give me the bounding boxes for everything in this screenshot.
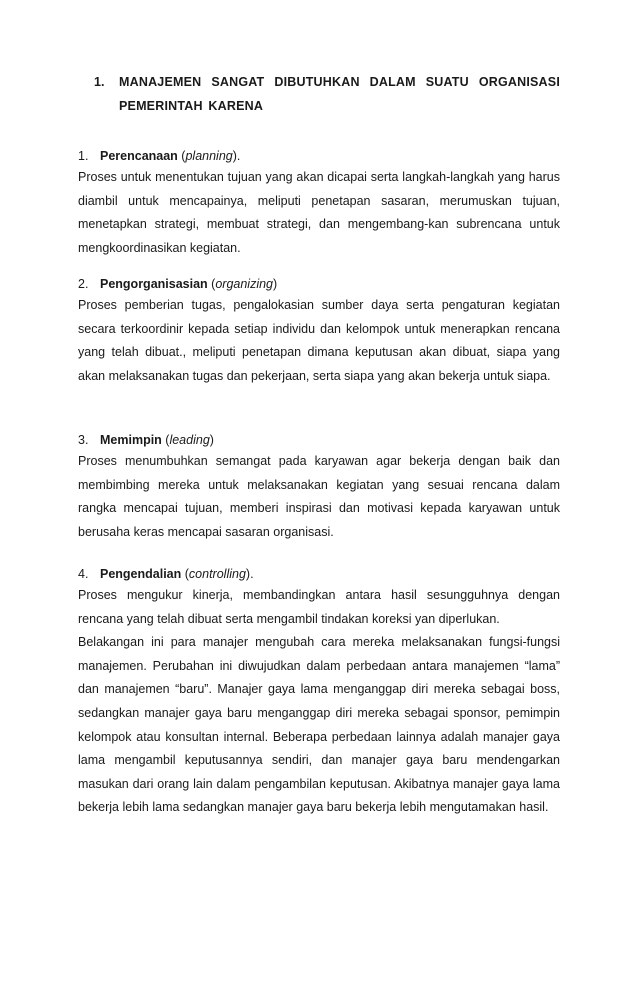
section-leading bbox=[78, 430, 560, 544]
document-heading bbox=[94, 70, 560, 118]
section-number: 2. bbox=[78, 277, 89, 291]
section-paragraph: Proses untuk menentukan tujuan yang akan dicapai serta langkah-langkah yang harus diambil untuk mencapainya, meliputi penetapan sasaran, merumuskan tujuan, menetapkan strategi, membuat strategi, dan mengembang-kan subrencana untuk mengkoordinasikan kegiatan. bbox=[78, 170, 560, 255]
section-title: 1. Perencanaan (planning). bbox=[78, 146, 560, 166]
section-organizing bbox=[78, 274, 560, 388]
section-term-bold: Pengendalian bbox=[100, 567, 182, 581]
section-term-italic: controlling bbox=[188, 567, 246, 581]
section-suffix: ). bbox=[245, 567, 254, 581]
section-term-bold: Pengorganisasian bbox=[100, 277, 208, 291]
section-suffix: ) bbox=[209, 433, 214, 447]
section-paragraph: Proses menumbuhkan semangat pada karyawan agar bekerja dengan baik dan membimbing mereka untuk melaksanakan kegiatan yang sesuai rencana dalam rangka mencapai tujuan, memberi inspirasi dan motivasi kepada karyawan untuk berusaha keras mencapai sasaran organisasi. bbox=[78, 454, 560, 539]
section-term-italic: planning bbox=[185, 149, 233, 163]
section-suffix: ) bbox=[273, 277, 278, 291]
section-paragraph: Belakangan ini para manajer mengubah cara mereka melaksanakan fungsi-fungsi manajemen. Perubahan ini diwujudkan dalam perbedaan antara manajemen “lama” dan manajemen “baru”. Manajer gaya lama menganggap diri mereka sebagai boss, sedangkan manajer gaya baru menganggap diri mereka sebagai sponsor, pemimpin kelompok atau konsultan internal. Beberapa perbedaan lainnya adalah manajer gaya lama mengambil keputusannya sendiri, dan manajer gaya baru mendengarkan masukan dari orang lain dalam pengambilan keputusan. Akibatnya manajer gaya lama bekerja lebih lama sedangkan manajer gaya baru bekerja lebih mengutamakan hasil. bbox=[78, 635, 560, 815]
section-title: 2. Pengorganisasian (organizing) bbox=[78, 274, 560, 294]
section-controlling bbox=[78, 564, 560, 820]
section-term-italic: organizing bbox=[215, 277, 274, 291]
section-paragraph: Proses mengukur kinerja, membandingkan antara hasil sesungguhnya dengan rencana yang telah dibuat serta mengambil tindakan koreksi yan diperlukan. bbox=[78, 588, 560, 626]
section-suffix: ). bbox=[232, 149, 241, 163]
section-number: 3. bbox=[78, 433, 89, 447]
section-planning bbox=[78, 146, 560, 260]
section-term-bold: Memimpin bbox=[100, 433, 162, 447]
section-term-bold: Perencanaan bbox=[100, 149, 178, 163]
section-title: 3. Memimpin (leading) bbox=[78, 430, 560, 450]
heading-number: 1. bbox=[94, 75, 105, 89]
section-title: 4. Pengendalian (controlling). bbox=[78, 564, 560, 584]
section-number: 4. bbox=[78, 567, 89, 581]
section-term-italic: leading bbox=[169, 433, 210, 447]
section-paragraph: Proses pemberian tugas, pengalokasian sumber daya serta pengaturan kegiatan secara terkoordinir kepada setiap individu dan kelompok untuk menerapkan rencana yang telah dibuat., meliputi penetapan dimana keputusan akan dibuat, siapa yang akan melaksanakan tugas dan pekerjaan, serta siapa yang akan bekerja untuk siapa. bbox=[78, 298, 560, 383]
section-number: 1. bbox=[78, 149, 89, 163]
heading-text: MANAJEMEN SANGAT DIBUTUHKAN DALAM SUATU ORGANISASI PEMERINTAH KARENA bbox=[119, 75, 560, 113]
